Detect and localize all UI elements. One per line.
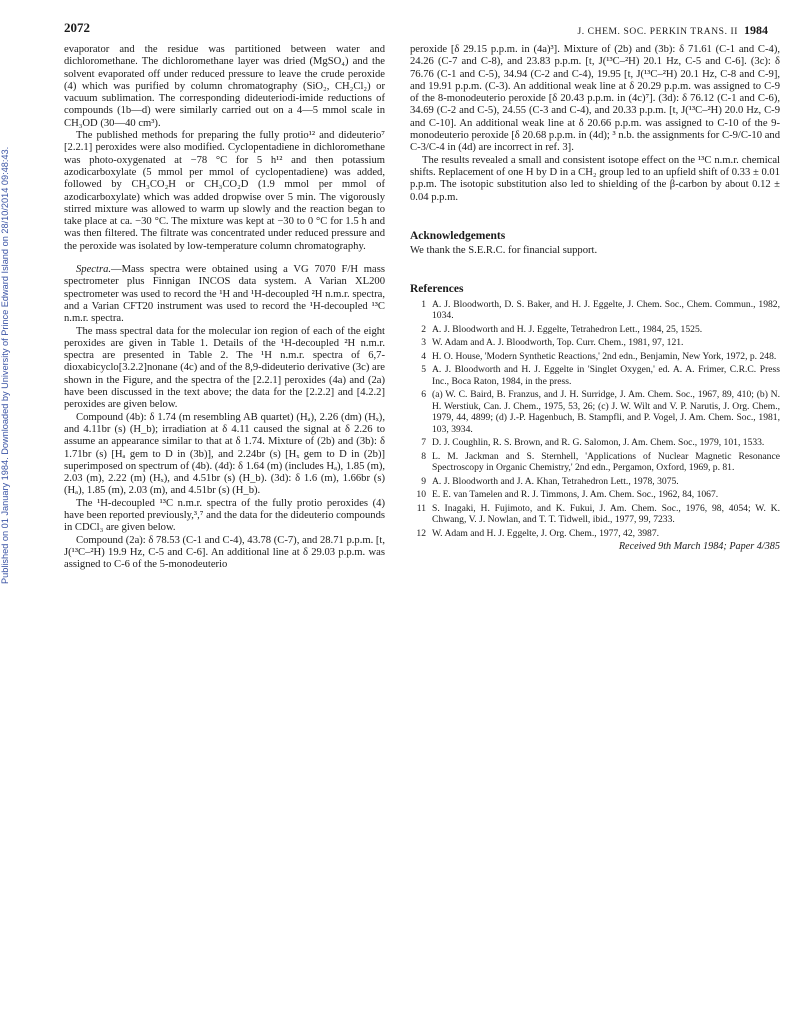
journal-name: J. CHEM. SOC. PERKIN TRANS. II: [577, 27, 739, 37]
reference-text: H. O. House, 'Modern Synthetic Reactions,' 2nd edn., Benjamin, New York, 1972, p. 248.: [432, 350, 777, 362]
body-paragraph: The results revealed a small and consistent isotope effect on the ¹³C n.m.r. chemical shifts. Replacement of one H by D in a CH₂ group led to an upfield shift of 0.33 ± 0.01 p.p.m. The isotopic substitution also led to shielding of the β-carbon by about 0.12 ± 0.04 p.p.m.: [410, 154, 780, 203]
body-paragraph: The mass spectral data for the molecular ion region of each of the eight peroxides are given in Table 1. Details of the ¹H-decoupled ²H n.m.r. spectra are presented in Table 2. The ¹H n.m.r. spectra of 6,7-dioxabicyclo[3.2.2]nonane (4c) and of the 8,9-dideuterio derivative (3c) are shown in the Figure, and the spectra of the [2.2.1] peroxides (4a) and (2a) have been discussed in the text above; the data for the [2.2.2] and [4.2.2] peroxides are given below.: [64, 325, 385, 411]
reference-number: 2: [421, 323, 426, 335]
right-column: [410, 44, 780, 554]
reference-number: 8: [421, 450, 426, 462]
reference-item: [410, 337, 780, 349]
reference-item: [410, 389, 780, 435]
reference-text: W. Adam and H. J. Eggelte, J. Org. Chem., 1977, 42, 3987.: [432, 527, 660, 539]
received-date: Received 9th March 1984; Paper 4/385: [618, 541, 780, 553]
reference-number: 9: [421, 475, 426, 487]
body-paragraph: Compound (2a): δ 78.53 (C-1 and C-4), 43.78 (C-7), and 28.71 p.p.m. [t, J(¹³C–²H) 19.9 Hz, C-5 and C-6]. An additional line at δ 29.03 p.p.m. was assigned to C-6 of the 5-monodeuterio: [64, 534, 385, 571]
reference-text: A. J. Bloodworth, D. S. Baker, and H. J. Eggelte, J. Chem. Soc., Chem. Commun., 1982, 1034.: [432, 298, 780, 322]
body-paragraph: evaporator and the residue was partitioned between water and dichloromethane. The dichloromethane layer was dried (MgSO₄) and the solvent evaporated off under reduced pressure to leave the crude peroxide (4) which was purified by column chromatography (SiO₂, CH₂Cl₂) or vacuum sublimation. The corresponding dideuteriodi-imide reductions of compounds (1b—d) were similarly carried out on a 4—5 mmol scale in CH₃OD (30—40 cm³).: [64, 44, 385, 129]
reference-text: S. Inagaki, H. Fujimoto, and K. Fukui, J. Am. Chem. Soc., 1976, 98, 4054; W. K. Chwang, V. J. Nowlan, and T. T. Tidwell, ibid., 1977, 99, 7233.: [432, 502, 780, 526]
spectra-paragraph: [64, 264, 385, 325]
reference-item: [410, 528, 780, 540]
reference-text: D. J. Coughlin, R. S. Brown, and R. G. Salomon, J. Am. Chem. Soc., 1979, 101, 1533.: [432, 437, 765, 449]
reference-number: 4: [421, 350, 426, 362]
reference-number: 7: [421, 437, 426, 449]
references-heading: References: [410, 283, 464, 296]
reference-text: A. J. Bloodworth and H. J. Eggelte, Tetrahedron Lett., 1984, 25, 1525.: [432, 323, 703, 335]
reference-text: A. J. Bloodworth and H. J. Eggelte in 'Singlet Oxygen,' ed. A. A. Frimer, C.R.C. Press Inc., Boca Raton, 1984, in the press.: [432, 364, 780, 387]
reference-number: 5: [421, 364, 426, 376]
reference-item: [410, 324, 780, 336]
body-paragraph: Compound (4b): δ 1.74 (m resembling AB quartet) (Hₐ), 2.26 (dm) (Hₓ), and 4.11br (s) (H_b); irradiation at δ 4.11 caused the signal at δ 2.26 to assume an appearance similar to that at δ 1.74. Mixture of (2b) and (3b): δ 1.71br (s) [Hₐ gem to D in (3b)], and 2.24br (s) [Hₓ gem to D in (2b)] superimposed on spectrum of (4b). (4d): δ 1.64 (m) (includes Hₐ), 1.85 (m), 2.03 (m), 2.22 (m) (Hₓ), and 4.51br (s) (H_b). (3d): δ 1.6 (m), 1.66br (s) (Hₐ), 1.85 (m), 2.03 (m), and 4.51br (s) (H_b).: [64, 411, 385, 497]
reference-number: 12: [416, 527, 426, 539]
reference-item: [410, 503, 780, 526]
reference-text: W. Adam and A. J. Bloodworth, Top. Curr. Chem., 1981, 97, 121.: [432, 337, 684, 349]
journal-year: 1984: [744, 23, 768, 37]
acknowledgements-text: We thank the S.E.R.C. for financial support.: [410, 245, 598, 257]
reference-number: 6: [421, 389, 426, 401]
running-head: [577, 23, 768, 38]
reference-item: [410, 351, 780, 363]
reference-item: [410, 476, 780, 488]
body-paragraph: peroxide [δ 29.15 p.p.m. in (4a)³]. Mixture of (2b) and (3b): δ 71.61 (C-1 and C-4), 24.26 (C-7 and C-8), and 23.83 p.p.m. [t, J(¹³C–²H) 20.1 Hz, C-5 and C-6]. (3c): δ 76.76 (C-1 and C-5), 34.94 (C-2 and C-4), 19.95 [t, J(¹³C–²H) 20.1 Hz, C-8 and C-9], and 19.91 p.p.m. (C-3). An additional weak line at δ 20.29 p.p.m. was assigned to C-9 of the 8-monodeuterio peroxide [δ 20.43 p.p.m. in (4c)⁷]. (3d): δ 76.12 (C-1 and C-6), 34.69 (C-2 and C-5), 24.55 (C-3 and C-4), and 20.33 p.p.m. [t, J(¹³C–²H) 20.0 Hz, C-9 and C-10]. An additional weak line at δ 20.66 p.p.m. was assigned to C-10 of the 9-monodeuterio peroxide [δ 20.68 p.p.m. in (4d); ³ n.b. the assignments for C-9/C-10 and C-3/C-4 in (4d) are incorrect in ref. 3].: [410, 44, 780, 154]
reference-item: [410, 437, 780, 449]
reference-number: 3: [421, 337, 426, 349]
reference-text: L. M. Jackman and S. Sternhell, 'Applications of Nuclear Magnetic Resonance Spectroscopy in Organic Chemistry,' 2nd edn., Pergamon, Oxford, 1969, p. 81.: [432, 450, 780, 474]
reference-number: 1: [421, 298, 426, 310]
body-paragraph: The ¹H-decoupled ¹³C n.m.r. spectra of the fully protio peroxides (4) have been reported previously,³,⁷ and the data for the dideuterio compounds in CDCl₃ are given below.: [64, 497, 385, 534]
reference-text: (a) W. C. Baird, B. Franzus, and J. H. Surridge, J. Am. Chem. Soc., 1967, 89, 410; (b) N. H. Werstiuk, Can. J. Chem., 1975, 53, 26; (c) J. W. Wilt and V. P. Narutis, J. Org. Chem., 1979, 44, 4899; (d) J.-P. Hagenbuch, B. Stampfli, and P. Vogel, J. Am. Chem. Soc., 1981, 103, 3934.: [432, 389, 780, 435]
publication-notice-sidebar[interactable]: Published on 01 January 1984. Downloaded by University of Prince Edward Island on 28/10/2014 09:48:43.: [0, 146, 10, 584]
spectra-heading: Spectra.: [76, 264, 112, 276]
reference-item: [410, 299, 780, 322]
reference-item: [410, 489, 780, 501]
body-paragraph: The published methods for preparing the fully protio¹² and dideuterio⁷ [2.2.1] peroxides were also modified. Cyclopentadiene in dichloromethane was photo-oxygenated at −78 °C for 5 h¹² and then potassium azodicarboxylate (5 mmol per mmol of cyclopentadiene) was added, followed by CH₃CO₂H or CH₃CO₂D (1.9 mmol per mmol of azodicarboxylate) which was added dropwise over 5 min. The vigorously stirred mixture was allowed to warm up slowly and the reaction began to take place at ca. −30 °C. The mixture was kept at −30 to 0 °C for 1.5 h and was then filtered. The filtrate was concentrated under reduced pressure and the peroxide was isolated by low-temperature column chromatography.: [64, 130, 385, 252]
reference-number: 10: [416, 489, 426, 501]
reference-number: 11: [416, 502, 426, 514]
page-number: 2072: [64, 20, 90, 35]
acknowledgements-heading: Acknowledgements: [410, 229, 506, 242]
reference-text: E. E. van Tamelen and R. J. Timmons, J. Am. Chem. Soc., 1962, 84, 1067.: [432, 489, 719, 501]
reference-item: [410, 364, 780, 387]
left-column: [64, 44, 385, 571]
reference-text: A. J. Bloodworth and J. A. Khan, Tetrahedron Lett., 1978, 3075.: [432, 475, 679, 487]
reference-item: [410, 451, 780, 474]
reference-list: [410, 299, 780, 540]
spectra-text: —Mass spectra were obtained using a VG 7070 F/H mass spectrometer plus Finnigan INCOS data system. A Varian XL200 spectrometer was used to record the ¹H and ¹H-decoupled ²H n.m.r. spectra, and a Varian CFT20 instrument was used to record the ¹H-decoupled ¹³C n.m.r. spectra.: [64, 264, 385, 325]
